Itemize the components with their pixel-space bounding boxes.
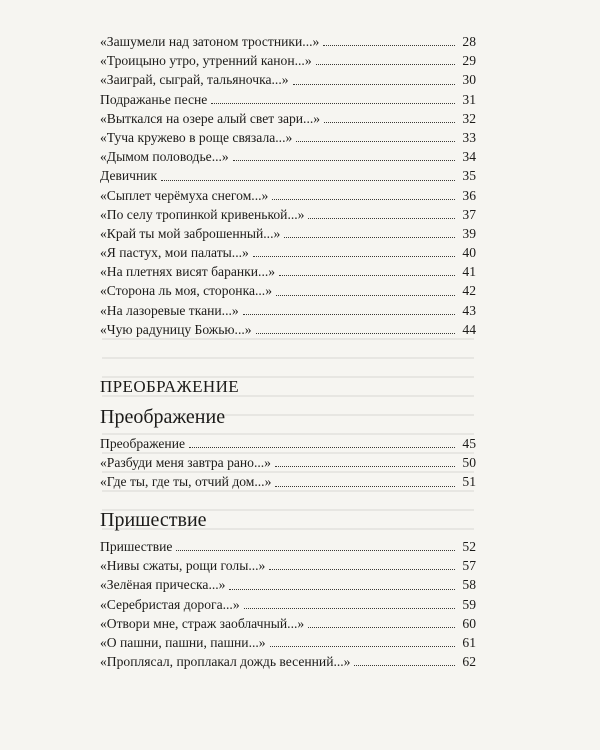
- dot-leader: [269, 568, 455, 570]
- toc-entry-page: 60: [462, 615, 476, 631]
- dot-leader: [211, 102, 455, 104]
- toc-entry: [100, 320, 476, 339]
- toc-entry-title: «Я пастух, мои палаты...»: [100, 245, 249, 261]
- toc-entry: [100, 614, 476, 633]
- toc-entry-title: «Проплясал, проплакал дождь весенний...»: [100, 654, 351, 670]
- toc-entry-title: «Чую радуницу Божью...»: [100, 321, 252, 337]
- dot-leader: [308, 217, 455, 219]
- dot-leader: [233, 159, 455, 161]
- toc-entry: [100, 32, 476, 51]
- dot-leader: [324, 121, 455, 123]
- toc-entry-title: «По селу тропинкой кривенькой...»: [100, 206, 305, 222]
- toc-entry-page: 41: [462, 264, 476, 280]
- toc-entry-title: «Разбуди меня завтра рано...»: [100, 455, 271, 471]
- toc-entry-title: «Выткался на озере алый свет зари...»: [100, 110, 321, 126]
- toc-entry: [100, 243, 476, 262]
- toc-entry-title: «Край ты мой заброшенный...»: [100, 225, 281, 241]
- toc-entry-page: 31: [462, 91, 476, 107]
- toc-block-main: [100, 32, 476, 339]
- toc-entry-title: «Сыплет черёмуха снегом...»: [100, 187, 269, 203]
- toc-entry: [100, 453, 476, 472]
- toc-entry: [100, 109, 476, 128]
- toc-entry: [100, 262, 476, 281]
- dot-leader: [253, 255, 455, 257]
- dot-leader: [323, 44, 455, 46]
- toc-entry-page: 30: [462, 72, 476, 88]
- dot-leader: [244, 607, 455, 609]
- dot-leader: [189, 446, 455, 448]
- dot-leader: [229, 588, 455, 590]
- dot-leader: [279, 274, 455, 276]
- dot-leader: [161, 179, 455, 181]
- toc-entry: [100, 575, 476, 594]
- toc-entry-title: «Зелёная прическа...»: [100, 577, 226, 593]
- dot-leader: [270, 645, 455, 647]
- toc-entry-page: 58: [462, 577, 476, 593]
- toc-entry-page: 45: [462, 436, 476, 451]
- section-title-prishestvie: Пришествие: [100, 509, 207, 531]
- toc-entry-page: 40: [462, 245, 476, 261]
- toc-entry: [100, 147, 476, 166]
- dot-leader: [256, 332, 455, 334]
- toc-entry-title: «Где ты, где ты, отчий дом...»: [100, 474, 272, 490]
- toc-entry: [100, 186, 476, 205]
- part-title: ПРЕОБРАЖЕНИЕ: [100, 377, 240, 396]
- toc-entry-title: «Туча кружево в роще связала...»: [100, 129, 293, 145]
- toc-entry: [100, 434, 476, 453]
- toc-entry: [100, 224, 476, 243]
- toc-entry: [100, 652, 476, 671]
- toc-entry: [100, 166, 476, 185]
- toc-entry-title: «Серебристая дорога...»: [100, 596, 240, 612]
- dot-leader: [296, 140, 455, 142]
- section-title-preobrazhenie: Преображение: [100, 406, 226, 428]
- dot-leader: [176, 549, 455, 551]
- toc-entry: [100, 128, 476, 147]
- toc-entry-page: 34: [462, 149, 476, 165]
- toc-entry-title: Девичник: [100, 168, 158, 184]
- toc-entry-title: «На плетнях висят баранки...»: [100, 264, 276, 280]
- dot-leader: [275, 465, 455, 467]
- toc-entry-page: 51: [462, 474, 476, 490]
- toc-entry: [100, 281, 476, 300]
- toc-entry: [100, 90, 476, 109]
- toc-entry: [100, 301, 476, 320]
- toc-entry-page: 50: [462, 455, 476, 471]
- dot-leader: [293, 83, 455, 85]
- toc-entry-page: 59: [462, 596, 476, 612]
- toc-entry: [100, 51, 476, 70]
- toc-entry: [100, 556, 476, 575]
- dot-leader: [308, 626, 455, 628]
- dot-leader: [316, 63, 455, 65]
- toc-entry-page: 42: [462, 283, 476, 299]
- toc-entry-title: «Дымом половодье...»: [100, 149, 229, 165]
- toc-entry-title: Подражанье песне: [100, 91, 208, 107]
- toc-entry: [100, 205, 476, 224]
- toc-entry-title: «На лазоревые ткани...»: [100, 302, 239, 318]
- toc-entry-page: 44: [462, 321, 476, 337]
- toc-entry-page: 33: [462, 129, 476, 145]
- dot-leader: [354, 664, 455, 666]
- toc-entry-page: 37: [462, 206, 476, 222]
- toc-entry-page: 35: [462, 168, 476, 184]
- dot-leader: [275, 485, 455, 487]
- toc-entry-title: «Зашумели над затоном тростники...»: [100, 34, 320, 49]
- dot-leader: [272, 198, 455, 200]
- toc-entry-title: Пришествие: [100, 539, 173, 554]
- toc-entry-page: 39: [462, 225, 476, 241]
- toc-entry-page: 36: [462, 187, 476, 203]
- toc-entry: [100, 537, 476, 556]
- toc-entry-page: 32: [462, 110, 476, 126]
- toc-block-preobrazhenie: [100, 434, 476, 492]
- toc-entry: [100, 70, 476, 89]
- toc-entry-title: Преображение: [100, 436, 186, 451]
- toc-entry-page: 61: [462, 634, 476, 650]
- toc-entry-title: «Нивы сжаты, рощи голы...»: [100, 558, 266, 574]
- toc-entry-title: «О пашни, пашни, пашни...»: [100, 634, 266, 650]
- toc-entry-page: 57: [462, 558, 476, 574]
- toc-entry: [100, 595, 476, 614]
- dot-leader: [276, 294, 455, 296]
- toc-entry-page: 43: [462, 302, 476, 318]
- toc-entry: [100, 633, 476, 652]
- dot-leader: [243, 313, 455, 315]
- toc-entry-page: 52: [462, 539, 476, 554]
- toc-entry-page: 28: [462, 34, 476, 49]
- toc-entry-title: «Заиграй, сыграй, тальяночка...»: [100, 72, 289, 88]
- toc-entry-page: 62: [462, 654, 476, 670]
- toc-entry-title: «Сторона ль моя, сторонка...»: [100, 283, 272, 299]
- dot-leader: [284, 236, 455, 238]
- toc-block-prishestvie: [100, 537, 476, 671]
- toc-entry-title: «Отвори мне, страж заоблачный...»: [100, 615, 305, 631]
- toc-entry-title: «Троицыно утро, утренний канон...»: [100, 53, 312, 69]
- toc-entry-page: 29: [462, 53, 476, 69]
- toc-entry: [100, 472, 476, 491]
